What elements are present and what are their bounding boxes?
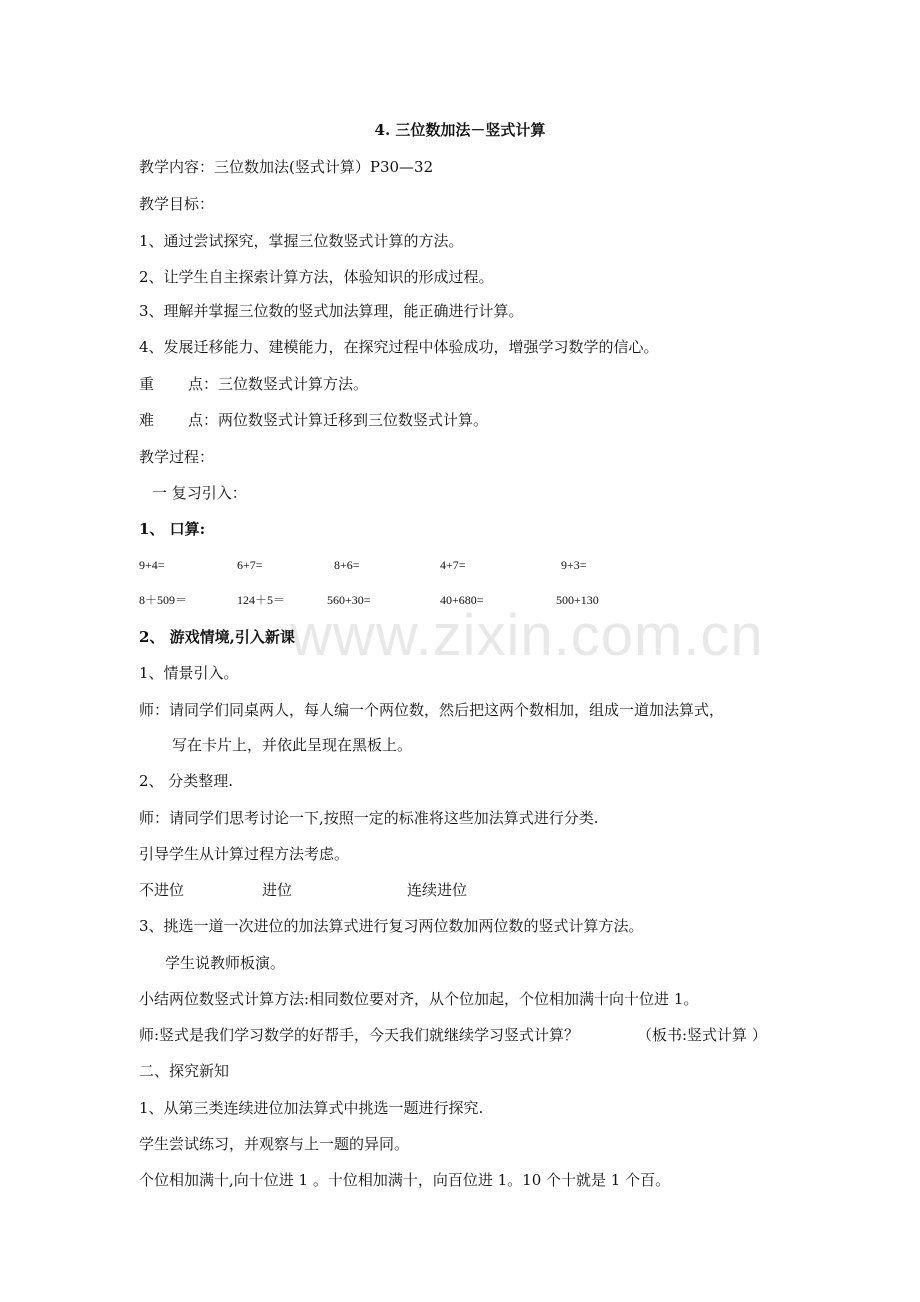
oral-item: 9+3=	[561, 558, 587, 572]
oral-item: 6+7=	[237, 558, 263, 572]
oral-item: 8＋509＝	[139, 593, 188, 607]
rule-text: 个位相加满十,向十位进 1 。十位相加满十，向百位进 1。10 个十就是 1 个百。	[139, 1171, 671, 1189]
difficult-point	[139, 410, 488, 430]
goal-3: 3、理解并掌握三位数的竖式加法算理，能正确进行计算。	[139, 302, 524, 320]
oral-item: 40+680=	[440, 593, 484, 607]
classify-heading: 2、 分类整理.	[139, 772, 234, 790]
goals-heading: 教学目标：	[139, 195, 215, 213]
try-text: 学生尝试练习，并观察与上一题的异同。	[139, 1135, 410, 1153]
oral-item: 9+4=	[139, 558, 165, 572]
difficult-text: 点：两位数竖式计算迁移到三位数竖式计算。	[188, 411, 489, 429]
oral-item: 500+130	[556, 593, 599, 607]
step-3: 3、挑选一道一次进位的加法算式进行复习两位数加两位数的竖式计算方法。	[139, 917, 644, 935]
student-board-text: 学生说教师板演。	[165, 954, 286, 972]
teaching-content: 教学内容：三位数加法(竖式计算）P30—32	[139, 158, 434, 176]
teacher-instruction-2: 师：请同学们思考讨论一下,按照一定的标准将这些加法算式进行分类.	[139, 809, 599, 827]
goal-2: 2、让学生自主探索计算方法，体验知识的形成过程。	[139, 268, 494, 286]
document-title: 4. 三位数加法－竖式计算	[374, 121, 546, 139]
guide-text: 引导学生从计算过程方法考虑。	[139, 845, 350, 863]
category-label: 连续进位	[407, 881, 468, 899]
game-heading: 2、 游戏情境,引入新课	[139, 628, 295, 646]
key-text: 点：三位数竖式计算方法。	[188, 375, 369, 393]
teacher-instruction-1a: 师：请同学们同桌两人，每人编一个两位数，然后把这两个数相加，组成一道加法算式，	[139, 701, 725, 719]
goal-1: 1、通过尝试探究，掌握三位数竖式计算的方法。	[139, 232, 464, 250]
process-heading: 教学过程：	[139, 448, 215, 466]
review-heading: 一 复习引入：	[152, 484, 247, 502]
oral-item: 560+30=	[327, 593, 371, 607]
oral-heading: 1、 口算:	[139, 520, 206, 538]
explore-step-1: 1、从第三类连续进位加法算式中挑选一题进行探究.	[139, 1099, 484, 1117]
difficult-label: 难	[139, 411, 155, 429]
key-label: 重	[139, 375, 155, 393]
watermark: www.zixin.com.cn	[290, 603, 764, 668]
teacher-instruction-1b: 写在卡片上，并依此呈现在黑板上。	[172, 736, 413, 754]
explore-heading: 二、探究新知	[139, 1062, 230, 1080]
category-label: 进位	[262, 881, 293, 899]
goal-4: 4、发展迁移能力、建模能力，在探究过程中体验成功，增强学习数学的信心。	[139, 338, 659, 356]
oral-item: 124＋5＝	[237, 593, 286, 607]
teacher-instruction-3: 师:竖式是我们学习数学的好帮手，今天我们就继续学习竖式计算？	[139, 1026, 580, 1044]
scene-heading: 1、情景引入。	[139, 664, 239, 682]
key-point	[139, 374, 368, 394]
summary-text: 小结两位数竖式计算方法:相同数位要对齐，从个位加起，个位相加满十向十位进 1。	[139, 990, 699, 1008]
oral-item: 4+7=	[440, 558, 466, 572]
category-label: 不进位	[139, 881, 185, 899]
oral-item: 8+6=	[334, 558, 360, 572]
board-note: （板书:竖式计算 ）	[637, 1026, 767, 1044]
